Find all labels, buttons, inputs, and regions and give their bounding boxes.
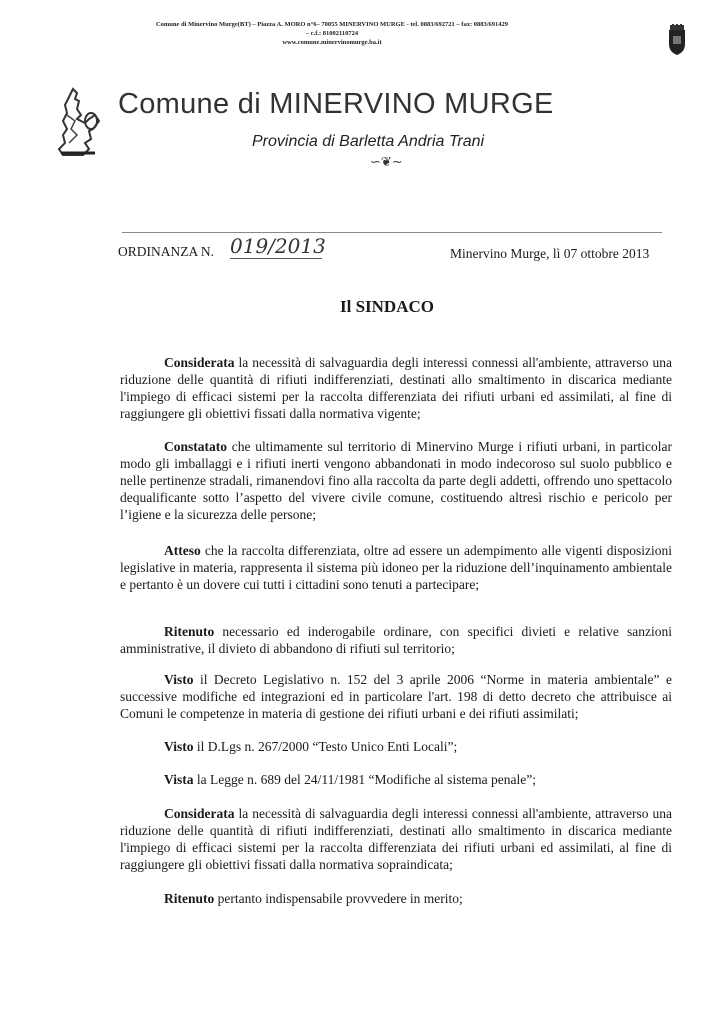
paragraph-considerata-1: Considerata la necessità di salvaguardia degli interessi connessi all'ambiente, attraverso una riduzione delle quantità di rifiuti indifferenziati, destinati allo smaltimento in discarica mediante l'impiego di efficaci sistemi per la raccolta differenziata dei rifiuti urbani ed assimilati, al fine di raggiungere gli obiettivi fissati dalla normativa vigente; [120,355,672,421]
province-subtitle: Provincia di Barletta Andria Trani [252,133,485,150]
ordinance-number: 019/2013 [230,234,326,258]
paragraph-atteso: Atteso che la raccolta differenziata, oltre ad essere un adempimento alle vigenti disposizioni legislative in materia, rappresenta il sistema più idoneo per la riduzione dell’inquinamento ambientale e pertanto è un dovere cui tutti i cittadini sono tenuti a partecipare; [120,543,672,592]
section-heading: Il SINDACO [340,297,434,316]
paragraph-ritenuto-1: Ritenuto necessario ed inderogabile ordinare, con specifici divieti e relative sanzioni amministrative, il divieto di abbandono di rifiuti sul territorio; [120,624,672,656]
paragraph-ritenuto-2: Ritenuto pertanto indispensabile provvedere in merito; [164,891,463,906]
page-title: Comune di MINERVINO MURGE [118,88,554,120]
letterhead-address: Comune di Minervino Murge(BT) – Piazza A. MORO n°6– 70055 MINERVINO MURGE - tel. 0883/692721 – fax: 0883/691429 [155,21,509,28]
letterhead-fiscal-code: – c.f.: 81002110724 [305,30,359,37]
paragraph-visto-2: Visto il D.Lgs n. 267/2000 “Testo Unico Enti Locali”; [164,739,458,754]
ordinance-label: ORDINANZA N. [118,244,214,259]
paragraph-vista: Vista la Legge n. 689 del 24/11/1981 “Modifiche al sistema penale”; [164,772,537,787]
decorative-ornament: ∽❦∼ [370,154,403,169]
paragraph-visto-1: Visto il Decreto Legislativo n. 152 del 3 aprile 2006 “Norme in materia ambientale” e successive modifiche ed integrazioni ed in particolare l'art. 198 di detto decreto che attribuisce ai Comuni le competenze in materia di gestione dei rifiuti urbani e dei rifiuti assimilati; [120,672,672,721]
municipal-crest-icon [666,24,688,56]
letterhead-contacts [0,20,724,47]
city-emblem-icon [55,85,103,157]
ordinance-line [118,234,326,260]
place-date: Minervino Murge, lì 07 ottobre 2013 [450,246,650,261]
paragraph-considerata-2: Considerata la necessità di salvaguardia degli interessi connessi all'ambiente, attraverso una riduzione delle quantità di rifiuti indifferenziati, destinati allo smaltimento in discarica mediante l'impiego di efficaci sistemi per la raccolta differenziata dei rifiuti urbani ed assimilati, al fine di raggiungere gli obiettivi fissati dalla normativa sopraindicata; [120,806,672,872]
paragraph-constatato: Constatato che ultimamente sul territorio di Minervino Murge i rifiuti urbani, in particolar modo gli imballaggi e i rifiuti inerti vengono abbandonati in modo indecoroso sul suolo pubblico e nelle pertinenze stradali, rimanendovi fino alla raccolta da parte degli addetti, offrendo uno spettacolo dequalificante sotto l’aspetto del vivere civile comune, costituendo altresì rischio e pericolo per l’igiene e la sicurezza delle persone; [120,439,672,522]
letterhead-website: www.comune.minervinomurge.ba.it [282,39,382,46]
header-divider [122,232,662,233]
